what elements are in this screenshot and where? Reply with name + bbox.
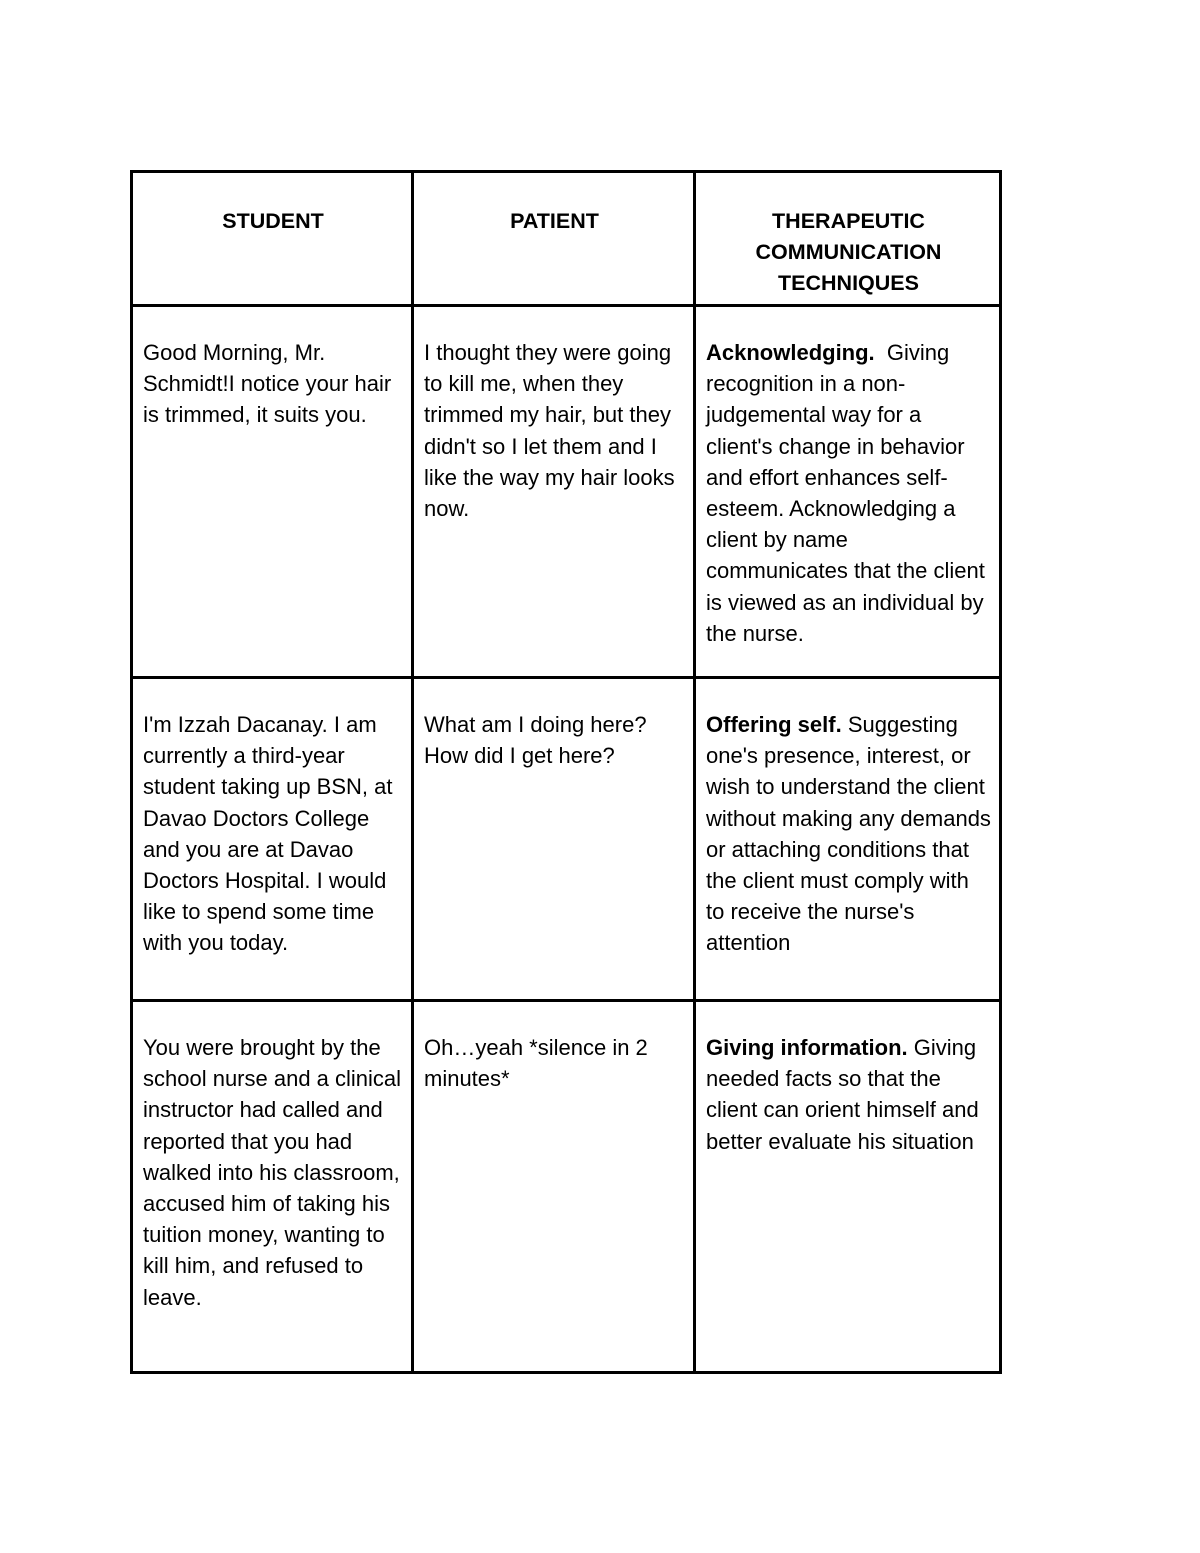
communication-table <box>130 170 1002 1374</box>
technique-description: Suggesting one's presence, interest, or wish to understand the client without making any demands or attaching conditions that the client must comply with to receive the nurse's attention <box>706 712 991 956</box>
technique-cell <box>695 1001 1001 1373</box>
patient-cell: Oh…yeah *silence in 2 minutes* <box>413 1001 695 1373</box>
technique-description: Giving needed facts so that the client can orient himself and better evaluate his situation <box>706 1035 979 1154</box>
header-row <box>132 172 1001 306</box>
technique-name: Offering self. <box>706 712 842 737</box>
table-row <box>132 306 1001 678</box>
header-patient: PATIENT <box>413 172 695 306</box>
technique-name: Acknowledging. <box>706 340 875 365</box>
student-cell: I'm Izzah Dacanay. I am currently a third-year student taking up BSN, at Davao Doctors College and you are at Davao Doctors Hospital. I would like to spend some time with you today. <box>132 678 413 1001</box>
student-cell: You were brought by the school nurse and a clinical instructor had called and reported that you had walked into his classroom, accused him of taking his tuition money, wanting to kill him, and refused to leave. <box>132 1001 413 1373</box>
table-row <box>132 1001 1001 1373</box>
table-row <box>132 678 1001 1001</box>
header-student: STUDENT <box>132 172 413 306</box>
student-cell: Good Morning, Mr. Schmidt!I notice your hair is trimmed, it suits you. <box>132 306 413 678</box>
header-technique: THERAPEUTIC COMMUNICATION TECHNIQUES <box>695 172 1001 306</box>
technique-cell <box>695 306 1001 678</box>
patient-cell: What am I doing here? How did I get here? <box>413 678 695 1001</box>
technique-description: Giving recognition in a non-judgemental way for a client's change in behavior and effort enhances self-esteem. Acknowledging a client by name communicates that the client is viewed as an individual by the nurse. <box>706 340 985 646</box>
technique-name: Giving information. <box>706 1035 908 1060</box>
technique-cell <box>695 678 1001 1001</box>
patient-cell: I thought they were going to kill me, when they trimmed my hair, but they didn't so I let them and I like the way my hair looks now. <box>413 306 695 678</box>
